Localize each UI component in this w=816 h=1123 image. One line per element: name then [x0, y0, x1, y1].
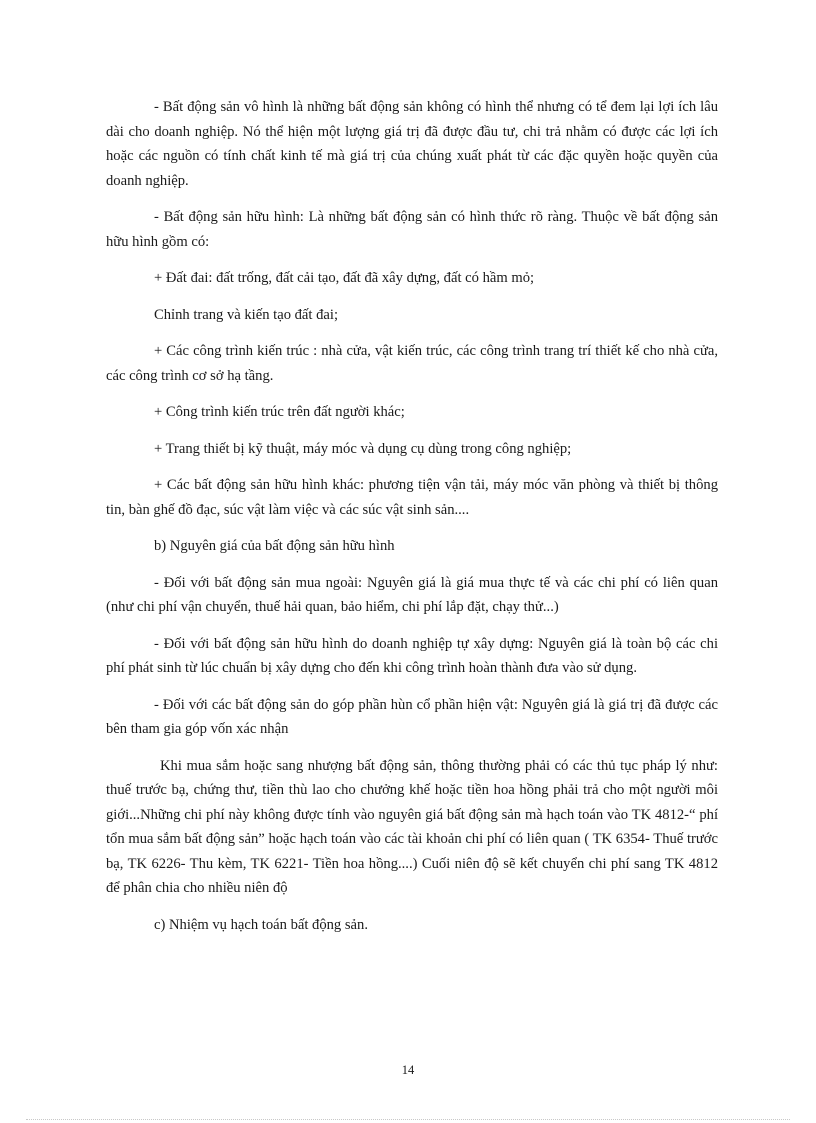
page-body [106, 95, 718, 949]
list-item-equipment: + Trang thiết bị kỹ thuật, máy móc và dụng cụ dùng trong công nghiệp; [154, 440, 572, 457]
section-heading-b: b) Nguyên giá của bất động sản hữu hình [154, 538, 395, 554]
list-item-land: + Đất đai: đất trống, đất cải tạo, đất đã xây dựng, đất có hầm mỏ; [154, 270, 535, 286]
list-item-other-tangible: + Các bất động sản hữu hình khác: phương tiện vận tải, máy móc văn phòng và thiết bị thông tin, bàn ghế đồ đạc, súc vật làm việc và các súc vật sinh sản.... [106, 477, 718, 518]
paragraph-tangible-real-estate: - Bất động sản hữu hình: Là những bất động sản có hình thức rõ ràng. Thuộc về bất động sản hữu hình gồm có: [106, 209, 718, 250]
section-heading-c: c) Nhiệm vụ hạch toán bất động sản. [154, 916, 368, 933]
paragraph-intangible-real-estate: - Bất động sản vô hình là những bất động sản không có hình thể nhưng có tể đem lại lợi ích lâu dài cho doanh nghiệp. Nó thể hiện một lượng giá trị đã được đầu tư, chi trả nhằm có được các lợi ích hoặc các nguồn có tính chất kinh tế mà giá trị của chúng xuất phát từ các đặc quyền hoặc quyền của doanh nghiệp. [106, 99, 718, 189]
footer-divider [26, 1119, 790, 1120]
paragraph-contributed-real-estate: - Đối với các bất động sản do góp phần hùn cổ phần hiện vật: Nguyên giá là giá trị đã được các bên tham gia góp vốn xác nhận [106, 696, 718, 737]
list-item-buildings: + Các công trình kiến trúc : nhà cửa, vật kiến trúc, các công trình trang trí thiết kế cho nhà cửa, các công trình cơ sở hạ tầng. [106, 343, 718, 384]
paragraph-purchased-real-estate: - Đối với bất động sản mua ngoài: Nguyên giá là giá mua thực tế và các chi phí có liên quan (như chi phí vận chuyển, thuế hải quan, bảo hiểm, chi phí lắp đặt, chạy thử...) [106, 574, 718, 615]
paragraph-self-built-real-estate: - Đối với bất động sản hữu hình do doanh nghiệp tự xây dựng: Nguyên giá là toàn bộ các chi phí phát sinh từ lúc chuẩn bị xây dựng cho đến khi công trình hoàn thành đưa vào sử dụng. [106, 635, 718, 676]
list-item-land-improvement: Chỉnh trang và kiến tạo đất đai; [154, 306, 338, 323]
paragraph-acquisition-costs: Khi mua sắm hoặc sang nhượng bất động sản, thông thường phải có các thủ tục pháp lý như: thuế trước bạ, chứng thư, tiền thù lao cho chưởng khế hoặc tiền hoa hồng phải trả cho một người môi giới...Những chi phí này không được tính vào nguyên giá bất động sản mà hạch toán vào TK 4812-“ phí tổn mua sắm bất động sản” hoặc hạch toán vào các tài khoản chi phí có liên quan ( TK 6354- Thuế trước bạ, TK 6226- Thu kèm, TK 6221- Tiền hoa hồng....) Cuối niên độ sẽ kết chuyển chi phí sang TK 4812 để phân chia cho nhiều niên độ [106, 757, 718, 896]
page-number: 14 [401, 1063, 415, 1077]
list-item-buildings-on-others-land: + Công trình kiến trúc trên đất người khác; [154, 404, 405, 420]
